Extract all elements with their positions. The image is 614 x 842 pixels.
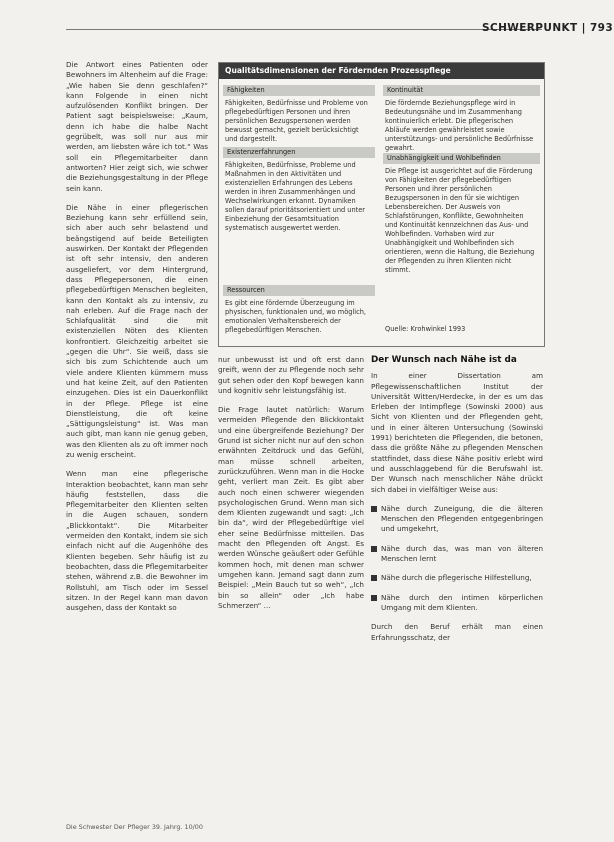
paragraph: Die Antwort eines Patienten oder Bewohners im Altenheim auf die Frage: „Wie haben Sie denn geschlafen?“ kann Folgende in einen nicht aufzulösenden Konflikt bringen. Der Patient sagt beispielsweise: „Kaum, denn ich habe die halbe Nacht gegrübelt, was soll nur aus mir werden, am liebsten wäre ich tot.“ Was soll ein Pflegemitarbeiter dann antworten? Hier zeigt sich, wie schwer die Beziehungsgestaltung in der Pflege sein kann.	[66, 60, 208, 193]
paragraph: nur unbewusst ist und oft erst dann greift, wenn der zu Pflegende noch sehr gut sehen oder den Kopf bewegen kann und kognitiv sehr leistungsfähig ist.	[218, 355, 364, 395]
box-section-title: Fähigkeiten	[223, 85, 375, 96]
section-header: SCHWERPUNKT | 793	[482, 22, 614, 34]
box-source: Quelle: Krohwinkel 1993	[385, 325, 466, 333]
info-box	[218, 62, 545, 347]
box-section-body: Die fördernde Beziehungspflege wird in Bedeutungsnähe und im Zusammenhang kontinuierlich erlebt. Die pflegerischen Abläufe werden gewährleistet sowie unterstützungs- und persönliche Bedürfnisse gewahrt.	[385, 99, 534, 152]
box-section-title: Unabhängigkeit und Wohlbefinden	[383, 153, 540, 164]
bullet-item: Nähe durch das, was man von älteren Menschen lernt	[371, 544, 543, 565]
bullet-item: Nähe durch Zuneigung, die die älteren Menschen den Pflegenden entgegenbringen und umgekehrt,	[371, 504, 543, 535]
box-section-title: Ressourcen	[223, 285, 375, 296]
header-rule	[66, 29, 542, 30]
paragraph: Die Nähe in einer pflegerischen Beziehung kann sehr erfüllend sein, sich aber auch sehr belastend und beängstigend auf beide Beteiligten auswirken. Der Kontakt der Pflegenden ist oft sehr intensiv, den anderen ausgeliefert, vor dem Hintergrund, dass Pflegepersonen, die einen pflegebedürftigen Menschen begleiten, kann den Kontakt als zu intensiv, zu nah erleben. Auf die Frage nach der Schlafqualität sind die mit existenziellen Nöten des Klienten konfrontiert. Gleichzeitig arbeitet sie „gegen die Uhr“. Sie weiß, dass sie sich bis zum Schichtende auch um viele andere Klienten kümmern muss und hat keine Zeit, auf den Patienten einzugehen. Dies ist ein Dauerkonflikt in der Pflege. Pflege ist eine Dienstleistung, die oft keine „Sättigungsleistung“ ist. Was man auch gibt, man kann nie genug geben, was den Klienten als zu oft immer noch zu wenig erscheint.	[66, 202, 208, 459]
info-box-title: Qualitätsdimensionen der Fördernden Prozesspflege	[225, 66, 451, 75]
bullet-item: Nähe durch die pflegerische Hilfestellung,	[371, 573, 543, 583]
text-column-1	[66, 60, 208, 622]
box-section-title: Kontinuität	[383, 85, 540, 96]
box-section-body: Fähigkeiten, Bedürfnisse und Probleme von pflegebedürftigen Personen und ihren persönlichen Bezugspersonen werden bewusst gemacht, gezielt berücksichtigt und dargestellt.	[225, 99, 368, 143]
paragraph: Die Frage lautet natürlich: Warum vermeiden Pflegende den Blickkontakt und eine übergreifende Beziehung? Der Grund ist sicher nicht nur auf den schon erwähnten Zeitdruck und das Gefühl, man müsse schnell arbeiten, zurückzuführen. Wenn man in die Hocke geht, verliert man Zeit. Es gibt aber auch noch einen schwerer wiegenden psychologischen Grund. Wenn man sich dem Klienten zugewandt und sagt: „Ich bin da“, wird der Pflegebedürftige viel eher seine Bedürfnisse mitteilen. Das macht den Pflegenden oft Angst. Es werden Wünsche geäußert oder Gefühle kommen hoch, mit denen man schwer umgehen kann. Jemand sagt dann zum Beispiel: „Mein Bauch tut so weh“, „Ich bin so allein“ oder „Ich habe Schmerzen“ ...	[218, 405, 364, 610]
box-section-body: Die Pflege ist ausgerichtet auf die Förderung von Fähigkeiten der pflegebedürftigen Personen und ihrer persönlichen Bezugspersonen in den für sie wichtigen Lebensbereichen. Der Ausweis von Schlafstörungen, Konflikte, Gewohnheiten und Kontinuität kennzeichnen das Aus- und Wohlbefinden. Vorhaben wird zur Unabhängigkeit und Wohlbefinden sich orientieren, wenn die Haltung, die Beziehung der Pflegenden zu ihren Klienten nicht stimmt.	[385, 167, 535, 274]
text-column-3	[371, 355, 543, 652]
info-box-header	[219, 63, 544, 79]
box-section-body: Es gibt eine fördernde Überzeugung im physischen, funktionalen und, wo möglich, emotionalen Verhaltensbereich der pflegebedürftigen Menschen.	[225, 299, 366, 334]
text-column-2	[218, 355, 364, 620]
box-section-title: Existenzerfahrungen	[223, 147, 375, 158]
paragraph: In einer Dissertation am Pflegewissenschaftlichen Institut der Universität Witten/Herdecke, in der es um das Erleben der Intimpflege (Sowinski 2000) aus Sicht von Klienten und der Pflegenden geht, und in einer älteren Untersuchung (Sowinski 1991) berichteten die Pflegenden, die betonen, dass die größte Nähe zu pflegenden Menschen stattfindet, dass diese Nähe positiv erlebt wird und ausschlaggebend für die Berufswahl ist. Der Wunsch nach menschlicher Nähe drückt sich dabei in vielfältiger Weise aus:	[371, 371, 543, 494]
paragraph: Wenn man eine pflegerische Interaktion beobachtet, kann man sehr häufig feststellen, dass die Pflegemitarbeiter den Klienten selten in die Augen schauen, sondern „Blickkontakt“. Die Mitarbeiter vermeiden den Kontakt, indem sie sich einfach nicht auf die Augenhöhe des Klienten begeben. Sehr häufig ist zu beobachten, dass die Pflegemitarbeiter stehen, während z.B. die Bewohner im Rollstuhl, am Tisch oder im Sessel sitzen. In der Regel kann man davon ausgehen, dass der Kontakt so	[66, 469, 208, 613]
bullet-item: Nähe durch den intimen körperlichen Umgang mit dem Klienten.	[371, 593, 543, 614]
section-heading: Der Wunsch nach Nähe ist da	[371, 355, 517, 365]
box-section-body: Fähigkeiten, Bedürfnisse, Probleme und Maßnahmen in den Aktivitäten und existenziellen Erfahrungen des Lebens werden in ihren Zusammenhängen und Wechselwirkungen erkannt. Dynamiken sollen darauf prioritätsorientiert und unter Einbeziehung der Gesamtsituation systematisch ausgewertet werden.	[225, 161, 366, 232]
paragraph: Durch den Beruf erhält man einen Erfahrungsschatz, der	[371, 622, 543, 642]
page-footer: Die Schwester Der Pfleger 39. Jahrg. 10/00	[66, 823, 203, 831]
